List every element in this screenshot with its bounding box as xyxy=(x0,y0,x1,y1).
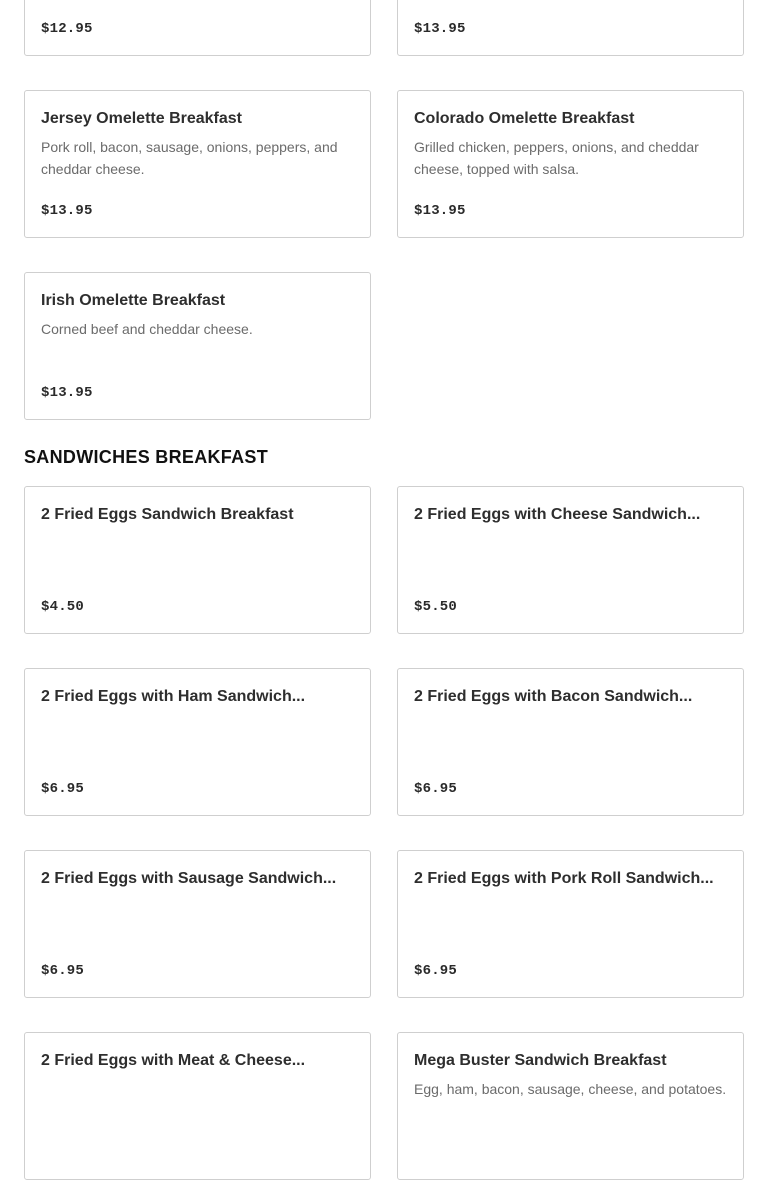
menu-item-price: $6.95 xyxy=(414,781,458,797)
menu-item-price: $6.95 xyxy=(41,781,85,797)
menu-item-price: $6.95 xyxy=(414,963,458,979)
menu-item-card[interactable] xyxy=(397,90,744,238)
menu-item-card[interactable] xyxy=(397,850,744,998)
menu-item-price: $12.95 xyxy=(41,21,93,37)
menu-item-card[interactable] xyxy=(24,850,371,998)
menu-item-name: 2 Fried Eggs with Cheese Sandwich... xyxy=(414,506,701,523)
menu-item-price: $13.95 xyxy=(414,21,466,37)
menu-item-price: $13.95 xyxy=(41,385,93,401)
menu-item-description: Corned beef and cheddar cheese. xyxy=(41,321,253,337)
menu-item-price: $4.50 xyxy=(41,599,85,615)
menu-item-name: Colorado Omelette Breakfast xyxy=(414,110,635,127)
menu-item-name: 2 Fried Eggs Sandwich Breakfast xyxy=(41,506,294,523)
menu-item-card[interactable] xyxy=(24,486,371,634)
menu-item-name: Irish Omelette Breakfast xyxy=(41,292,226,309)
menu-item-name: 2 Fried Eggs with Pork Roll Sandwich... xyxy=(414,870,714,887)
menu-item-description: Pork roll, bacon, sausage, onions, peppers, and cheddar cheese. xyxy=(41,139,338,177)
menu-item-name: 2 Fried Eggs with Sausage Sandwich... xyxy=(41,870,337,887)
menu-item-name: Jersey Omelette Breakfast xyxy=(41,110,243,127)
menu-item-card[interactable] xyxy=(24,0,371,56)
menu-item-name: 2 Fried Eggs with Meat & Cheese... xyxy=(41,1052,306,1069)
section-title: SANDWICHES BREAKFAST xyxy=(24,447,269,467)
menu-item-description: Grilled chicken, peppers, onions, and cheddar cheese, topped with salsa. xyxy=(414,139,699,177)
menu-item-card[interactable] xyxy=(24,1032,371,1180)
menu-item-name: 2 Fried Eggs with Ham Sandwich... xyxy=(41,688,306,705)
menu-item-name: Mega Buster Sandwich Breakfast xyxy=(414,1052,667,1069)
menu-item-card[interactable] xyxy=(397,486,744,634)
menu-item-card[interactable] xyxy=(24,90,371,238)
menu-item-price: $6.95 xyxy=(41,963,85,979)
menu-item-price: $13.95 xyxy=(41,203,93,219)
menu-item-price: $13.95 xyxy=(414,203,466,219)
menu-item-price: $5.50 xyxy=(414,599,458,615)
menu-item-card[interactable] xyxy=(24,668,371,816)
menu-item-card[interactable] xyxy=(397,0,744,56)
menu-item-card[interactable] xyxy=(24,272,371,420)
menu-item-name: 2 Fried Eggs with Bacon Sandwich... xyxy=(414,688,693,705)
menu-item-description: Egg, ham, bacon, sausage, cheese, and potatoes. xyxy=(414,1081,727,1097)
menu-item-card[interactable] xyxy=(397,668,744,816)
menu-item-card[interactable] xyxy=(397,1032,744,1180)
